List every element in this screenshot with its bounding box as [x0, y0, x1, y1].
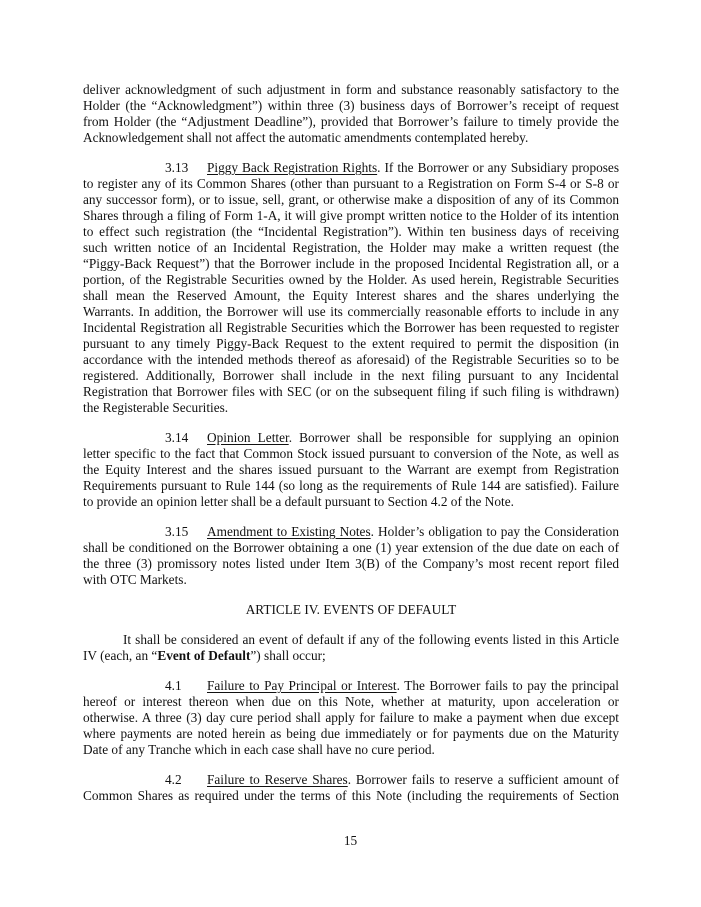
- section-number: 4.1: [165, 678, 182, 693]
- text-line: Requirements pursuant to Rule 144 (so long as the requirements of Rule 144 are satisfied). Failure: [83, 478, 619, 493]
- text-fragment: ”) shall occur;: [250, 648, 326, 663]
- text-line: Acknowledgement shall not affect the automatic amendments contemplated hereby.: [83, 130, 529, 145]
- text-fragment: . Borrower fails to reserve a sufficient amount of: [347, 772, 619, 787]
- text-line: otherwise. A three (3) day cure period shall apply for failure to make a payment when due except: [83, 710, 619, 725]
- text-line: any successor form), or to issue, sell, grant, or otherwise make a disposition of any of its Common: [83, 192, 619, 207]
- text-line: to provide an opinion letter shall be a default pursuant to Section 4.2 of the Note.: [83, 494, 514, 509]
- text-line: Common Shares as required under the terms of this Note (including the requirements of Section: [83, 788, 619, 803]
- text-line: such written notice of an Incidental Registration, the Holder may make a written request (the: [83, 240, 619, 255]
- page-number: 15: [343, 833, 358, 848]
- text-line: the Registerable Securities.: [83, 400, 229, 415]
- article-title: ARTICLE IV. EVENTS OF DEFAULT: [245, 602, 457, 617]
- section-number: 3.13: [165, 160, 189, 175]
- section-title: Piggy Back Registration Rights: [207, 160, 378, 175]
- section-title: Opinion Letter: [207, 430, 289, 445]
- text-line: Date of any Tranche which in each case shall have no cure period.: [83, 742, 435, 757]
- article-intro: [83, 632, 619, 664]
- text-line: deliver acknowledgment of such adjustment in form and substance reasonably satisfactory to the: [83, 82, 619, 97]
- text-fragment: . If the Borrower or any Subsidiary proposes: [377, 160, 620, 175]
- text-line: Warrants. In addition, the Borrower will use its commercially reasonable efforts to include in any: [83, 304, 619, 319]
- defined-term: Event of Default: [157, 648, 251, 663]
- text-line: accordance with the intended methods thereof as aforesaid) of the Registrable Securities so to be: [83, 352, 619, 367]
- section-title: Failure to Reserve Shares: [207, 772, 348, 787]
- text-line: portion, of the Registrable Securities owned by the Holder. As used herein, Registrable Securities: [83, 272, 619, 287]
- text-line: Registration that Borrower files with SEC (or on the subsequent filing if such filing is withdrawn): [83, 384, 619, 399]
- section-title: Failure to Pay Principal or Interest: [207, 678, 397, 693]
- article-heading: [83, 602, 619, 618]
- section-number: 4.2: [165, 772, 182, 787]
- text-line: “Piggy-Back Request”) that the Borrower include in the proposed Incidental Registration all, or a: [83, 256, 619, 271]
- text-line: pursuant to any timely Piggy-Back Request to the extent required to permit the disposition (in: [83, 336, 619, 351]
- section-4-2: [83, 772, 619, 804]
- text-line: with OTC Markets.: [83, 572, 187, 587]
- text-line: hereof or interest thereon when due on this Note, whether at maturity, upon acceleration or: [83, 694, 619, 709]
- text-line: the three (3) promissory notes listed under Item 3(B) of the Company’s most recent report filed: [83, 556, 619, 571]
- text-fragment: . Borrower shall be responsible for supplying an opinion: [288, 430, 619, 445]
- section-4-1: [83, 678, 619, 758]
- section-3-14: [83, 430, 619, 510]
- text-fragment: IV (each, an “: [83, 648, 158, 663]
- text-line: to register any of its Common Shares (other than pursuant to a Registration on Form S-4 or S-8 or: [83, 176, 619, 191]
- section-number: 3.15: [165, 524, 189, 539]
- text-line: Incidental Registration all Registrable Securities which the Borrower has been requested to register: [83, 320, 619, 335]
- text-line: shall be conditioned on the Borrower obtaining a one (1) year extension of the due date on each of: [83, 540, 619, 555]
- text-line: to effect such registration (the “Incidental Registration”). Within ten business days of receiving: [83, 224, 619, 239]
- text-line: registered. Additionally, Borrower shall include in the next filing pursuant to any Incidental: [83, 368, 619, 383]
- section-3-15: [83, 524, 619, 588]
- text-line: Holder (the “Acknowledgment”) within three (3) business days of Borrower’s receipt of request: [83, 98, 619, 113]
- text-line: from Holder (the “Adjustment Deadline”), provided that Borrower’s failure to timely provide the: [83, 114, 619, 129]
- text-fragment: . Holder’s obligation to pay the Consideration: [370, 524, 619, 539]
- section-3-13: [83, 160, 619, 416]
- text-line: where payments are noted herein as being due immediately or for payments due on the Maturity: [83, 726, 619, 741]
- text-line: shall mean the Reserved Amount, the Equity Interest shares and the shares underlying the: [83, 288, 619, 303]
- section-title: Amendment to Existing Notes: [207, 524, 371, 539]
- paragraph-continued: [83, 82, 619, 146]
- document-page: [83, 82, 619, 818]
- text-fragment: . The Borrower fails to pay the principal: [396, 678, 619, 693]
- text-line: the Equity Interest and the shares issued pursuant to the Warrant are exempt from Registration: [83, 462, 619, 477]
- text-line: letter specific to the fact that Common Stock issued pursuant to conversion of the Note, as well as: [83, 446, 619, 461]
- text-line: It shall be considered an event of default if any of the following events listed in this Article: [123, 632, 619, 647]
- section-number: 3.14: [165, 430, 189, 445]
- text-line: Shares through a filing of Form 1-A, it will give prompt written notice to the Holder of its intention: [83, 208, 619, 223]
